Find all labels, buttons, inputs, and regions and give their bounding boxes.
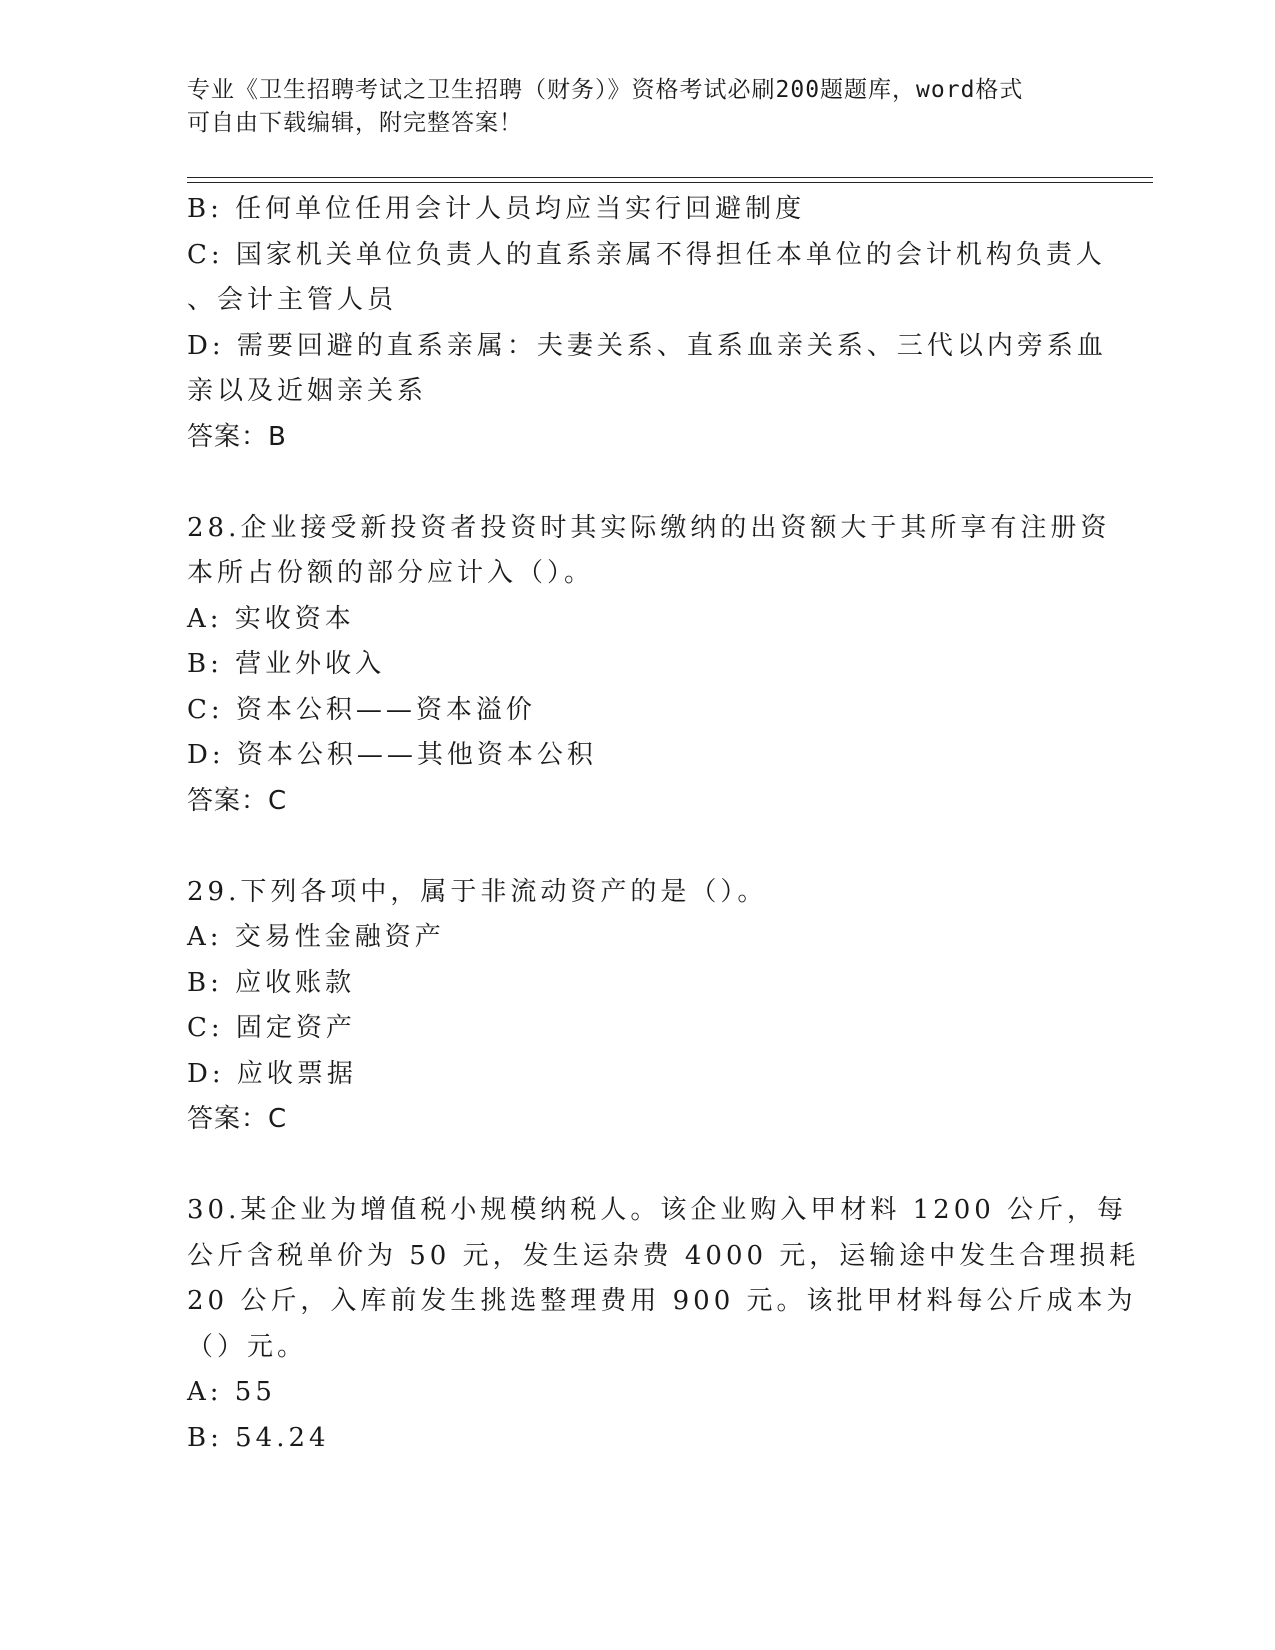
- question-28-option-d: D: 资本公积——其他资本公积: [187, 740, 597, 770]
- question-30-option-b: B: 54.24: [187, 1422, 330, 1453]
- spacer: [187, 460, 1067, 506]
- question-30-stem-line-2: 公斤含税单价为 50 元，发生运杂费 4000 元，运输途中发生合理损耗: [187, 1240, 1140, 1271]
- option-d-line-1: D: 需要回避的直系亲属：夫妻关系、直系血亲关系、三代以内旁系血: [187, 330, 1107, 361]
- question-29-option-a: A: 交易性金融资产: [187, 922, 445, 952]
- question-30-stem-line-3: 20 公斤，入库前发生挑选整理费用 900 元。该批甲材料每公斤成本为: [187, 1286, 1137, 1316]
- question-29-option-d: D: 应收票据: [187, 1058, 357, 1089]
- header-divider-top: [187, 177, 1153, 178]
- document-header: [187, 74, 1067, 140]
- question-28-stem-line-1: 28.企业接受新投资者投资时其实际缴纳的出资额大于其所享有注册资: [187, 512, 1111, 543]
- question-28-option-b: B: 营业外收入: [187, 649, 386, 679]
- spacer: [187, 1143, 1067, 1189]
- option-c-line-1: C: 国家机关单位负责人的直系亲属不得担任本单位的会计机构负责人: [187, 239, 1106, 270]
- question-content: [187, 187, 1140, 1461]
- option-d-line-2: 亲以及近姻亲关系: [187, 376, 428, 406]
- question-29-stem: 29.下列各项中，属于非流动资产的是（）。: [187, 876, 768, 907]
- answer-label: 答案：B: [187, 421, 287, 452]
- spacer: [187, 824, 1067, 870]
- header-line-1: 专业《卫生招聘考试之卫生招聘（财务）》资格考试必刷200题题库，word格式: [187, 77, 1024, 103]
- question-30-stem-line-1: 30.某企业为增值税小规模纳税人。该企业购入甲材料 1200 公斤，每: [187, 1195, 1128, 1225]
- question-28-answer: 答案：C: [187, 785, 288, 816]
- option-b: B: 任何单位任用会计人员均应当实行回避制度: [187, 194, 806, 224]
- question-29-option-c: C: 固定资产: [187, 1013, 356, 1043]
- question-28-stem-line-2: 本所占份额的部分应计入（）。: [187, 558, 595, 588]
- option-c-line-2: 、会计主管人员: [187, 285, 398, 315]
- question-28-option-a: A: 实收资本: [187, 603, 355, 634]
- question-29-answer: 答案：C: [187, 1104, 288, 1134]
- header-divider-bottom: [187, 182, 1153, 183]
- question-30-stem-line-4: （）元。: [187, 1331, 308, 1362]
- question-30-option-a: A: 55: [187, 1377, 276, 1407]
- question-29-option-b: B: 应收账款: [187, 967, 356, 998]
- question-28-option-c: C: 资本公积——资本溢价: [187, 694, 536, 725]
- header-line-2: 可自由下载编辑，附完整答案！: [187, 110, 523, 136]
